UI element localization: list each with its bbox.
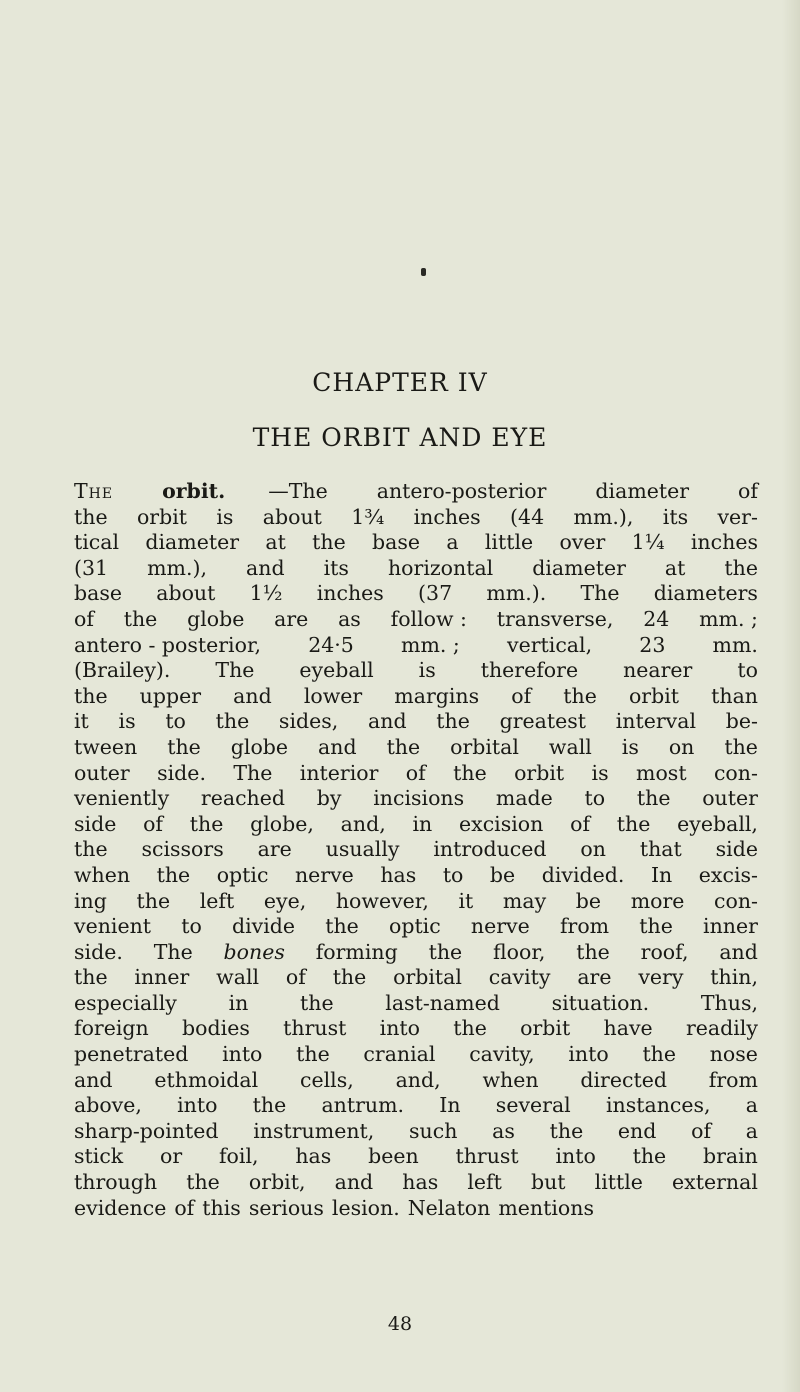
text-word: about — [262, 504, 322, 529]
text-word: 23 — [639, 632, 666, 657]
text-word: is — [216, 504, 234, 529]
text-word: the — [549, 1118, 584, 1143]
text-word: the — [74, 504, 108, 529]
text-word: been — [368, 1144, 419, 1169]
text-word: readily — [685, 1016, 758, 1041]
text-word: Thus, — [700, 990, 758, 1015]
text-word: globe — [230, 734, 289, 759]
text-word: its — [323, 555, 349, 580]
text-word: thin, — [710, 965, 758, 990]
text-word: ethmoidal — [154, 1067, 259, 1092]
text-word: orbit — [520, 1016, 571, 1041]
text-line — [74, 1042, 758, 1068]
text-word: the — [74, 837, 108, 862]
text-line — [74, 479, 758, 505]
text-word: mm. ; — [401, 632, 460, 657]
text-word: base — [372, 530, 421, 555]
text-word: are — [257, 837, 292, 862]
text-word: mm.), — [573, 504, 634, 529]
text-word: tween — [74, 734, 138, 759]
text-word: however, — [335, 888, 429, 913]
text-word: in — [412, 811, 433, 836]
text-word: it — [458, 888, 474, 913]
text-word: end — [617, 1118, 657, 1143]
text-word: a — [745, 1118, 758, 1143]
chapter-title: THE ORBIT AND EYE — [252, 423, 548, 452]
text-word: mm. ; — [699, 606, 758, 631]
text-word: and — [74, 1067, 113, 1092]
text-word: usually — [325, 837, 400, 862]
text-word: of — [174, 1195, 195, 1220]
text-line — [74, 530, 758, 556]
text-word: 1¼ — [631, 530, 665, 555]
text-word: is — [418, 658, 436, 683]
text-word: inches — [316, 581, 384, 606]
text-word: diameter — [145, 530, 240, 555]
text-word: upper — [139, 683, 202, 708]
text-word: nerve — [294, 862, 354, 887]
text-word: may — [502, 888, 547, 913]
text-word: diameter — [532, 555, 626, 580]
text-word: but — [530, 1170, 566, 1195]
text-word: floor, — [492, 939, 546, 964]
text-word: the — [215, 709, 250, 734]
text-word: on — [580, 837, 606, 862]
text-word: has — [402, 1170, 439, 1195]
text-word: into — [177, 1093, 218, 1118]
text-word: lower — [303, 683, 363, 708]
text-word: of — [511, 683, 532, 708]
text-word: (31 — [74, 555, 109, 580]
text-word: thrust — [283, 1016, 347, 1041]
text-word: stick — [74, 1144, 124, 1169]
text-word: from — [708, 1067, 758, 1092]
text-word: cells, — [300, 1067, 354, 1092]
text-word: 24·5 — [308, 632, 354, 657]
text-line — [74, 684, 758, 710]
text-line — [74, 940, 758, 966]
text-word: at — [664, 555, 686, 580]
text-word: left — [467, 1170, 502, 1195]
text-line — [74, 1016, 758, 1042]
text-word: the — [428, 939, 463, 964]
text-word: orbital — [450, 734, 519, 759]
text-word: The — [74, 479, 114, 503]
text-word: sides, — [278, 709, 339, 734]
text-word: divide — [231, 914, 296, 939]
text-word: cavity — [488, 965, 551, 990]
text-word: has — [295, 1144, 332, 1169]
text-word: transverse, — [496, 606, 614, 631]
text-word: mm.), — [147, 555, 208, 580]
text-word: The — [215, 658, 255, 683]
text-line — [74, 1119, 758, 1145]
text-word: through — [74, 1170, 158, 1195]
text-word: the — [453, 760, 487, 785]
text-word: ing — [74, 888, 107, 913]
text-word: very — [638, 965, 684, 990]
text-word: eye, — [263, 888, 307, 913]
text-word: the — [576, 939, 610, 964]
text-word: above, — [74, 1093, 142, 1118]
text-word: optic — [216, 862, 269, 887]
text-word: outer — [74, 760, 130, 785]
text-word: the — [436, 709, 470, 734]
text-word: The — [153, 939, 193, 964]
text-word: sharp-pointed — [74, 1118, 219, 1143]
text-word: brain — [702, 1144, 758, 1169]
text-word: the — [332, 965, 367, 990]
text-word: forming — [315, 939, 398, 964]
text-word: about — [156, 581, 216, 606]
text-word: more — [630, 888, 685, 913]
text-word: nearer — [623, 658, 693, 683]
text-word: side — [715, 837, 758, 862]
text-word: roof, — [640, 939, 689, 964]
text-line — [74, 991, 758, 1017]
text-word: of — [143, 811, 164, 836]
text-word: cavity, — [469, 1042, 535, 1067]
text-word: little — [484, 530, 534, 555]
text-word: directed — [580, 1067, 667, 1092]
text-word: base — [74, 581, 122, 606]
text-word: introduced — [433, 837, 547, 862]
text-word: are — [274, 606, 309, 631]
text-word: cranial — [363, 1042, 436, 1067]
text-word: venient — [74, 914, 152, 939]
text-word: excision — [459, 811, 544, 836]
text-word: 1½ — [249, 581, 283, 606]
text-word: the — [639, 914, 673, 939]
text-line — [74, 607, 758, 633]
text-word: con- — [714, 888, 758, 913]
text-word: a — [446, 530, 459, 555]
text-word: bodies — [182, 1016, 250, 1041]
text-word: the — [632, 1144, 667, 1169]
text-word: the — [325, 914, 359, 939]
text-line — [74, 889, 758, 915]
text-word: a — [745, 1093, 758, 1118]
text-word: into — [222, 1042, 263, 1067]
text-word: of — [405, 760, 426, 785]
text-word: of — [691, 1118, 712, 1143]
text-word: have — [603, 1016, 653, 1041]
text-word: the — [296, 1042, 330, 1067]
text-word: side — [74, 811, 117, 836]
text-line — [74, 581, 758, 607]
text-word: margins — [394, 683, 480, 708]
text-word: be — [575, 888, 602, 913]
text-word: orbit — [136, 504, 187, 529]
text-word: the — [312, 530, 346, 555]
text-word: outer — [702, 786, 758, 811]
text-word: most — [636, 760, 687, 785]
text-word: from — [559, 914, 610, 939]
text-word: it — [74, 709, 89, 734]
body-text — [74, 479, 758, 1221]
text-word: veniently — [74, 786, 170, 811]
text-word: especially — [74, 990, 177, 1015]
text-word: serious — [248, 1195, 324, 1220]
text-word: ver- — [717, 504, 758, 529]
text-word: antero - posterior, — [74, 632, 262, 657]
ink-speck — [421, 268, 426, 276]
text-word: as — [492, 1118, 515, 1143]
text-word: inches — [690, 530, 758, 555]
text-word: interval — [615, 709, 697, 734]
text-word: of — [570, 811, 591, 836]
text-line — [74, 1093, 758, 1119]
text-word: is — [118, 709, 136, 734]
text-word: orbit — [628, 683, 680, 708]
text-line — [74, 1196, 758, 1222]
text-word: of — [74, 606, 94, 631]
text-word: the — [300, 990, 334, 1015]
text-word: con- — [713, 760, 758, 785]
text-word: therefore — [480, 658, 579, 683]
text-word: foil, — [218, 1144, 259, 1169]
text-word: eyeball, — [677, 811, 758, 836]
text-word: its — [662, 504, 689, 529]
text-word: the — [167, 734, 201, 759]
text-word: orbit — [514, 760, 565, 785]
text-word: side. — [157, 760, 206, 785]
text-word: and, — [340, 811, 386, 836]
text-word: than — [711, 683, 758, 708]
text-word: such — [409, 1118, 458, 1143]
text-word: to — [181, 914, 202, 939]
text-word: optic — [388, 914, 441, 939]
text-word: diameter — [595, 479, 690, 503]
text-line — [74, 1068, 758, 1094]
text-word: lesion. — [331, 1195, 400, 1220]
text-word: and — [318, 734, 357, 759]
text-word: mm. — [712, 632, 758, 657]
text-line — [74, 914, 758, 940]
text-word: (44 — [510, 504, 545, 529]
text-word: be — [489, 862, 516, 887]
page-number: 48 — [387, 1313, 413, 1335]
text-word: bones — [223, 939, 285, 964]
text-word: when — [74, 862, 131, 887]
text-word: of — [285, 965, 306, 990]
text-word: side. — [74, 939, 123, 964]
text-word: evidence — [74, 1195, 167, 1220]
text-word: the — [156, 862, 191, 887]
text-word: wall — [548, 734, 592, 759]
text-word: the — [252, 1093, 287, 1118]
text-word: inner — [134, 965, 190, 990]
text-word: to — [737, 658, 758, 683]
text-word: is — [621, 734, 639, 759]
text-word: be- — [725, 709, 758, 734]
text-word: is — [591, 760, 609, 785]
text-word: are — [577, 965, 612, 990]
text-word: 24 — [643, 606, 670, 631]
text-line — [74, 812, 758, 838]
text-line — [74, 633, 758, 659]
text-line — [74, 658, 758, 684]
text-word: (37 — [418, 581, 453, 606]
text-word: (Brailey). — [74, 658, 171, 683]
text-word: of — [738, 479, 758, 503]
text-word: follow : — [390, 606, 467, 631]
text-word: situation. — [551, 990, 650, 1015]
text-word: foreign — [74, 1016, 149, 1041]
text-word: external — [672, 1170, 758, 1195]
text-word: Nelaton — [407, 1195, 491, 1220]
text-line — [74, 556, 758, 582]
text-word: instances, — [605, 1093, 711, 1118]
text-word: into — [568, 1042, 609, 1067]
text-word: by — [316, 786, 342, 811]
text-word: over — [559, 530, 606, 555]
text-word: the — [563, 683, 597, 708]
text-line — [74, 863, 758, 889]
text-word: interior — [299, 760, 379, 785]
page-edge-shadow — [782, 0, 800, 1392]
text-word: the — [189, 811, 224, 836]
text-word: the — [74, 965, 108, 990]
text-word: the — [136, 888, 171, 913]
text-word: on — [668, 734, 695, 759]
text-word: instrument, — [253, 1118, 375, 1143]
text-word: the — [724, 734, 758, 759]
text-word: to — [584, 786, 606, 811]
text-word: nerve — [470, 914, 530, 939]
text-word: thrust — [455, 1144, 519, 1169]
text-word: in — [228, 990, 249, 1015]
text-word: vertical, — [507, 632, 593, 657]
text-word: globe — [187, 606, 245, 631]
text-word: this — [202, 1195, 241, 1220]
text-word: and — [246, 555, 285, 580]
text-word: that — [639, 837, 682, 862]
text-word: and, — [395, 1067, 441, 1092]
text-word: and — [368, 709, 407, 734]
text-word: penetrated — [74, 1042, 189, 1067]
text-word: and — [719, 939, 758, 964]
text-word: the — [453, 1016, 487, 1041]
text-word: reached — [200, 786, 286, 811]
text-word: the — [642, 1042, 677, 1067]
text-word: diameters — [653, 581, 758, 606]
text-word: mentions — [498, 1195, 594, 1220]
text-line — [74, 1144, 758, 1170]
text-word: the — [616, 811, 651, 836]
text-word: antrum. — [321, 1093, 405, 1118]
text-word: little — [594, 1170, 643, 1195]
text-word: into — [555, 1144, 596, 1169]
text-word: several — [495, 1093, 571, 1118]
text-word: left — [199, 888, 235, 913]
text-word: has — [380, 862, 417, 887]
text-word: tical — [74, 530, 120, 555]
text-word: wall — [216, 965, 260, 990]
text-word: The — [580, 581, 620, 606]
text-word: into — [379, 1016, 420, 1041]
text-word: and — [233, 683, 272, 708]
text-word: The — [233, 760, 273, 785]
text-line — [74, 505, 758, 531]
text-word: at — [265, 530, 286, 555]
text-word: the — [74, 683, 108, 708]
text-word: and — [334, 1170, 374, 1195]
text-word: orbital — [393, 965, 462, 990]
text-word: scissors — [141, 837, 224, 862]
text-word: antero-posterior — [376, 479, 547, 503]
text-word: when — [482, 1067, 539, 1092]
text-word: the — [724, 555, 758, 580]
text-word: In — [439, 1093, 461, 1118]
text-word: excis- — [698, 862, 758, 887]
text-word: the — [636, 786, 671, 811]
text-word: nose — [709, 1042, 758, 1067]
text-word: inches — [413, 504, 481, 529]
text-word: In — [650, 862, 673, 887]
text-word: mm.). — [486, 581, 547, 606]
text-word: to — [165, 709, 186, 734]
text-line — [74, 761, 758, 787]
text-word: divided. — [541, 862, 625, 887]
text-word: made — [495, 786, 553, 811]
text-word: horizontal — [387, 555, 494, 580]
text-word: or — [160, 1144, 183, 1169]
text-word: orbit. — [162, 479, 226, 503]
text-line — [74, 1170, 758, 1196]
text-word: as — [338, 606, 361, 631]
text-word: —The — [268, 479, 328, 503]
text-word: globe, — [250, 811, 314, 836]
text-word: the — [386, 734, 421, 759]
chapter-heading: CHAPTER IV — [312, 368, 488, 397]
text-word: eyeball — [299, 658, 374, 683]
text-line — [74, 709, 758, 735]
text-word: orbit, — [248, 1170, 306, 1195]
text-word: incisions — [373, 786, 465, 811]
text-word: to — [442, 862, 464, 887]
text-line — [74, 735, 758, 761]
text-line — [74, 837, 758, 863]
text-word: greatest — [499, 709, 586, 734]
text-line — [74, 965, 758, 991]
text-word: inner — [703, 914, 758, 939]
text-word: the — [186, 1170, 220, 1195]
text-word: the — [123, 606, 158, 631]
text-word: 1¾ — [351, 504, 385, 529]
text-line — [74, 786, 758, 812]
text-word: last-named — [385, 990, 500, 1015]
